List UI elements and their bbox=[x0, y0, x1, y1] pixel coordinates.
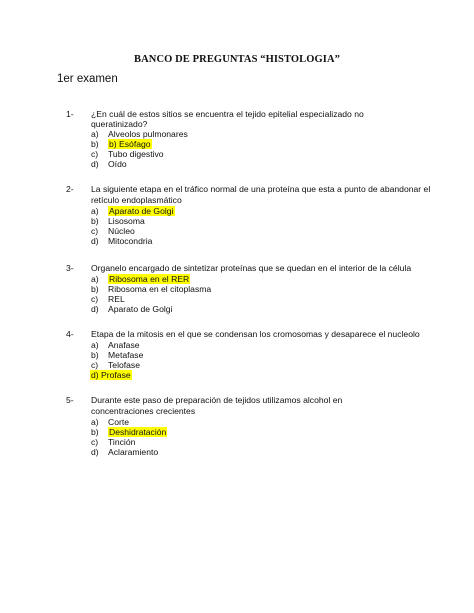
option-letter: b) bbox=[91, 216, 99, 226]
question-number: 3- bbox=[66, 263, 74, 273]
option-text-highlighted: Aparato de Golgi bbox=[109, 206, 174, 216]
option-text: REL bbox=[108, 294, 125, 304]
option-text-highlighted: Deshidratación bbox=[109, 427, 167, 437]
option-text: Metafase bbox=[108, 350, 144, 360]
option-text: Oído bbox=[108, 159, 127, 169]
option-text: Corte bbox=[108, 417, 130, 427]
option-letter: b) bbox=[91, 350, 99, 360]
option-text-highlighted: d) Profase bbox=[91, 370, 131, 380]
option-letter: d) bbox=[91, 236, 99, 246]
exam-heading: 1er examen bbox=[57, 73, 118, 85]
question-number: 1- bbox=[66, 109, 74, 119]
question-text-line: retículo endoplasmático bbox=[91, 195, 182, 205]
option-letter: c) bbox=[91, 437, 99, 447]
option-text: Aclaramiento bbox=[108, 447, 159, 457]
option-letter: a) bbox=[91, 274, 99, 284]
option-letter: a) bbox=[91, 340, 99, 350]
option-letter: b) bbox=[91, 139, 99, 149]
question-text-line: queratinizado? bbox=[91, 119, 148, 129]
question-number: 4- bbox=[66, 329, 74, 339]
option-letter: c) bbox=[91, 294, 99, 304]
option-text: Telofase bbox=[108, 360, 141, 370]
option-letter: b) bbox=[91, 284, 99, 294]
option-letter: b) bbox=[91, 427, 99, 437]
question-text-line: concentraciones crecientes bbox=[91, 406, 196, 416]
option-text-highlighted: Ribosoma en el RER bbox=[109, 274, 190, 284]
option-text: Anafase bbox=[108, 340, 140, 350]
question-text-line: La siguiente etapa en el tráfico normal de una proteína que esta a punto de abandonar el bbox=[91, 184, 431, 194]
question-text-line: Etapa de la mitosis en el que se condensan los cromosomas y desaparece el nucleolo bbox=[91, 329, 420, 339]
option-text: Tinción bbox=[108, 437, 136, 447]
question-text-line: Organelo encargado de sintetizar proteínas que se quedan en el interior de la célula bbox=[91, 263, 412, 273]
question-number: 2- bbox=[66, 184, 74, 194]
option-letter: c) bbox=[91, 226, 99, 236]
option-letter: a) bbox=[91, 417, 99, 427]
option-letter: c) bbox=[91, 149, 99, 159]
option-letter: d) bbox=[91, 159, 99, 169]
option-text: Mitocondria bbox=[108, 236, 153, 246]
option-text-highlighted: b) Esófago bbox=[109, 139, 151, 149]
option-text: Ribosoma en el citoplasma bbox=[108, 284, 212, 294]
question-text-line: Durante este paso de preparación de tejidos utilizamos alcohol en bbox=[91, 395, 343, 405]
option-letter: d) bbox=[91, 447, 99, 457]
question-text-line: ¿En cuál de estos sitios se encuentra el tejido epitelial especializado no bbox=[91, 109, 364, 119]
option-letter: d) bbox=[91, 304, 99, 314]
option-text: Tubo digestivo bbox=[108, 149, 164, 159]
document-title: BANCO DE PREGUNTAS “HISTOLOGIA” bbox=[133, 54, 341, 65]
option-text: Núcleo bbox=[108, 226, 135, 236]
option-letter: a) bbox=[91, 206, 99, 216]
option-letter: a) bbox=[91, 129, 99, 139]
option-text: Aparato de Golgi bbox=[108, 304, 173, 314]
question-number: 5- bbox=[66, 395, 74, 405]
option-text: Alveolos pulmonares bbox=[108, 129, 188, 139]
option-letter: c) bbox=[91, 360, 99, 370]
option-text: Lisosoma bbox=[108, 216, 145, 226]
